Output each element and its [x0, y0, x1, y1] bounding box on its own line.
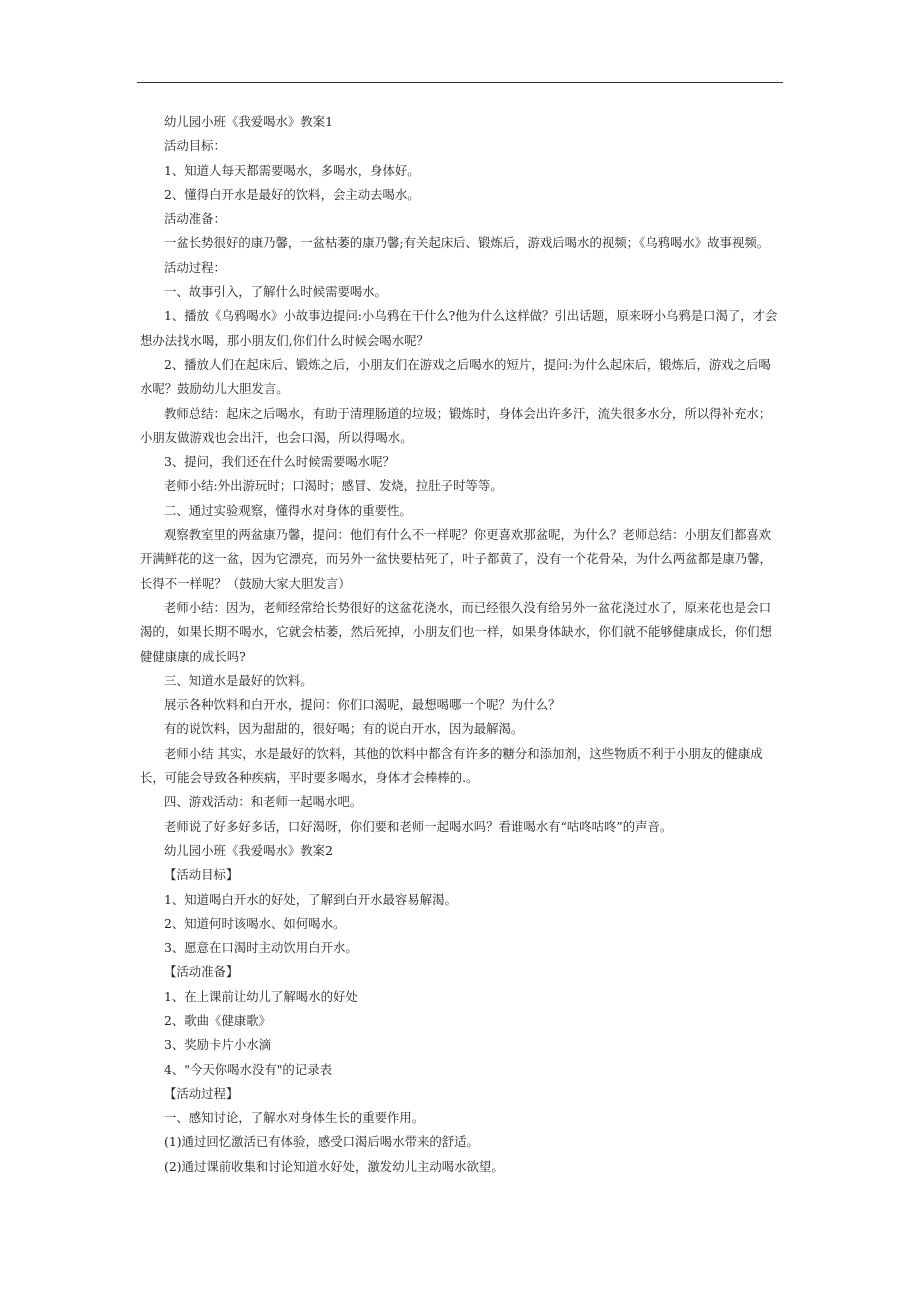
- paragraph: 展示各种饮料和白开水，提问：你们口渴呢，最想喝哪一个呢？为什么？: [164, 697, 561, 713]
- paragraph: 老师小结:外出游玩时；口渴时；感冒、发烧，拉肚子时等等。: [164, 478, 503, 494]
- paragraph: 老师小结 其实，水是最好的饮料，其他的饮料中都含有许多的糖分和添加剂，这些物质不利于小朋友的健康成长，可能会导致各种疾病，平时要多喝水，身体才会棒棒的.。: [140, 745, 763, 786]
- paragraph: 活动准备：: [164, 211, 226, 227]
- paragraph: 3、提问，我们还在什么时候需要喝水呢？: [164, 454, 395, 470]
- paragraph: 一、感知讨论，了解水对身体生长的重要作用。: [164, 1110, 425, 1126]
- paragraph: 【活动目标】: [164, 867, 239, 883]
- paragraph: 活动目标：: [164, 138, 226, 154]
- paragraph: 【活动过程】: [164, 1085, 239, 1101]
- paragraph: 老师说了好多好多话，口好渴呀，你们要和老师一起喝水吗？看谁喝水有“咕咚咕咚”的声音。: [164, 818, 673, 834]
- paragraph: 2、播放人们在起床后、锻炼之后，小朋友们在游戏之后喝水的短片，提问:为什么起床后，锻炼后，游戏之后喝水呢？鼓励幼儿大胆发言。: [140, 356, 771, 397]
- paragraph: 一、故事引入，了解什么时候需要喝水。: [164, 284, 388, 300]
- paragraph: 二、通过实验观察，懂得水对身体的重要性。: [164, 502, 412, 518]
- document-body: [140, 110, 782, 1179]
- paragraph: 老师小结：因为，老师经常给长势很好的这盆花浇水，而已经很久没有给另外一盆花浇过水了，原来花也是会口渴的，如果长期不喝水，它就会枯萎，然后死掉，小朋友们也一样，如果身体缺水，你们就不能够健康成长，你们想健健康康的成长吗?: [140, 599, 772, 664]
- paragraph: 1、播放《乌鸦喝水》小故事边提问:小乌鸦在干什么?他为什么这样做？引出话题，原来呀小乌鸦是口渴了，才会想办法找水喝，那小朋友们,你们什么时候会喝水呢？: [140, 308, 778, 348]
- paragraph: 3、愿意在口渴时主动饮用白开水。: [164, 940, 358, 956]
- paragraph: 教师总结：起床之后喝水，有助于清理肠道的垃圾；锻炼时，身体会出许多汗，流失很多水分，所以得补充水；小朋友做游戏也会出汗，也会口渴，所以得喝水。: [140, 405, 772, 445]
- paragraph: 有的说饮料，因为甜甜的，很好喝；有的说白开水，因为最解渴。: [164, 721, 524, 737]
- paragraph: 观察教室里的两盆康乃馨，提问：他们有什么不一样呢？你更喜欢那盆呢，为什么？老师总结：小朋友们都喜欢开满鲜花的这一盆，因为它漂亮，而另外一盆快要枯死了，叶子都黄了，没有一个花骨朵，为什么两盆都是康乃馨，长得不一样呢？（鼓励大家大胆发言）: [140, 527, 772, 591]
- paragraph: 1、知道喝白开水的好处，了解到白开水最容易解渴。: [164, 891, 457, 907]
- paragraph: 3、奖励卡片小水滴: [164, 1037, 272, 1053]
- paragraph: 幼儿园小班《我爱喝水》教案2: [164, 842, 333, 858]
- paragraph: 2、歌曲《健康歌》: [164, 1012, 272, 1028]
- paragraph: 2、知道何时该喝水、如何喝水。: [164, 915, 346, 931]
- paragraph: 【活动准备】: [164, 964, 239, 980]
- header-rule: [137, 82, 783, 83]
- paragraph: 活动过程：: [164, 259, 226, 275]
- paragraph: 1、知道人每天都需要喝水，多喝水，身体好。: [164, 162, 420, 178]
- paragraph: 一盆长势很好的康乃馨，一盆枯萎的康乃馨;有关起床后、锻炼后，游戏后喝水的视频；《乌鸦喝水》故事视频。: [164, 235, 770, 251]
- paragraph: 幼儿园小班《我爱喝水》教案1: [164, 114, 333, 129]
- paragraph: (1)通过回忆激活已有体验，感受口渴后喝水带来的舒适。: [164, 1134, 479, 1150]
- paragraph: 4、"今天你喝水没有"的记录表: [164, 1061, 332, 1077]
- paragraph: 2、懂得白开水是最好的饮料，会主动去喝水。: [164, 186, 420, 202]
- paragraph: (2)通过课前收集和讨论知道水好处，激发幼儿主动喝水欲望。: [164, 1158, 504, 1174]
- paragraph: 四、游戏活动：和老师一起喝水吧。: [164, 794, 363, 810]
- paragraph: 1、在上课前让幼儿了解喝水的好处: [164, 988, 358, 1004]
- paragraph: 三、知道水是最好的饮料。: [164, 672, 313, 688]
